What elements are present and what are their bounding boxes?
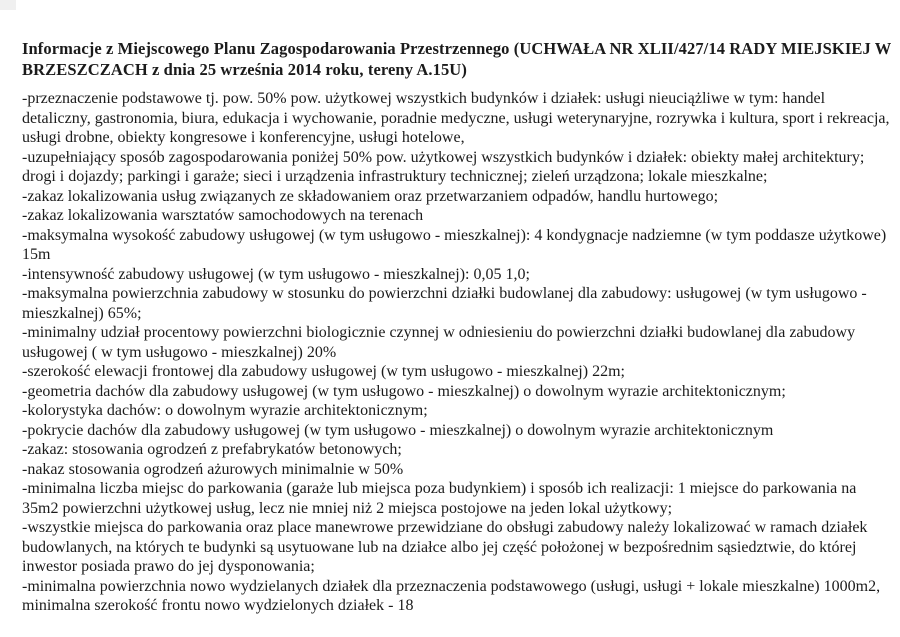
plan-items-list: [22, 89, 896, 616]
plan-item: -zakaz lokalizowania warsztatów samochodowych na terenach: [22, 207, 424, 224]
plan-item: -minimalna powierzchnia nowo wydzielanych działek dla przeznaczenia podstawowego (usługi, usługi + lokale mieszkalne) 1000m2, minimalna szerokość frontu nowo wydzielonych działek - 18: [22, 577, 881, 614]
plan-item: -minimalna liczba miejsc do parkowania (garaże lub miejsca poza budynkiem) i sposób ich realizacji: 1 miejsce do parkowania na 35m2 powierzchni użytkowej usług, lecz nie mniej niż 2 miejsca postojowe na jeden lokal użytkowy;: [22, 480, 857, 517]
plan-item: -maksymalna wysokość zabudowy usługowej (w tym usługowo - mieszkalnej): 4 kondygnacje nadziemne (w tym poddasze użytkowe) 15m: [22, 226, 887, 263]
plan-item: -przeznaczenie podstawowe tj. pow. 50% pow. użytkowej wszystkich budynków i działek: usługi nieuciążliwe w tym: handel detaliczny, gastronomia, biura, edukacja i wychowanie, poradnie medyczne, usługi weterynaryjne, rozrywka i kultura, sport i rekreacja, usługi drobne, obiekty kongresowe i konferencyjne, usługi hotelowe,: [22, 90, 890, 146]
plan-item: -wszystkie miejsca do parkowania oraz place manewrowe przewidziane do obsługi zabudowy należy lokalizować w ramach działek budowlanych, na których te budynki są usytuowane lub na działce albo jej część położonej w bezpośrednim sąsiedztwie, do której inwestor posiada prawo do jej dysponowania;: [22, 519, 868, 575]
plan-item: -zakaz: stosowania ogrodzeń z prefabrykatów betonowych;: [22, 441, 402, 458]
plan-item: -maksymalna powierzchnia zabudowy w stosunku do powierzchni działki budowlanej dla zabudowy: usługowej (w tym usługowo - mieszkalnej) 65%;: [22, 285, 867, 322]
scan-corner-artifact: [0, 0, 16, 10]
plan-item: -nakaz stosowania ogrodzeń ażurowych minimalnie w 50%: [22, 460, 404, 478]
plan-item: -kolorystyka dachów: o dowolnym wyrazie architektonicznym;: [22, 402, 428, 419]
document-title: Informacje z Miejscowego Planu Zagospodarowania Przestrzennego (UCHWAŁA NR XLII/427/14 RADY MIEJSKIEJ W BRZESZCZACH z dnia 25 września 2014 roku, tereny A.15U): [22, 39, 892, 79]
plan-item: -szerokość elewacji frontowej dla zabudowy usługowej (w tym usługowo - mieszkalnej) 22m;: [22, 363, 625, 380]
plan-item: -minimalny udział procentowy powierzchni biologicznie czynnej w odniesieniu do powierzchni działki budowlanej dla zabudowy usługowej ( w tym usługowo - mieszkalnej) 20%: [22, 324, 856, 361]
plan-item: -uzupełniający sposób zagospodarowania poniżej 50% pow. użytkowej wszystkich budynków i działek: obiekty małej architektury; drogi i dojazdy; parkingi i garaże; sieci i urządzenia infrastruktury technicznej; zieleń urządzona; lokale mieszkalne;: [22, 148, 865, 185]
plan-item: -pokrycie dachów dla zabudowy usługowej (w tym usługowo - mieszkalnej) o dowolnym wyrazie architektonicznym: [22, 421, 774, 439]
plan-item: -intensywność zabudowy usługowej (w tym usługowo - mieszkalnej): 0,05 1,0;: [22, 265, 530, 283]
plan-item: -zakaz lokalizowania usług związanych ze składowaniem oraz przetwarzaniem odpadów, handlu hurtowego;: [22, 187, 719, 205]
plan-item: -geometria dachów dla zabudowy usługowej (w tym usługowo - mieszkalnej) o dowolnym wyrazie architektonicznym;: [22, 382, 786, 400]
